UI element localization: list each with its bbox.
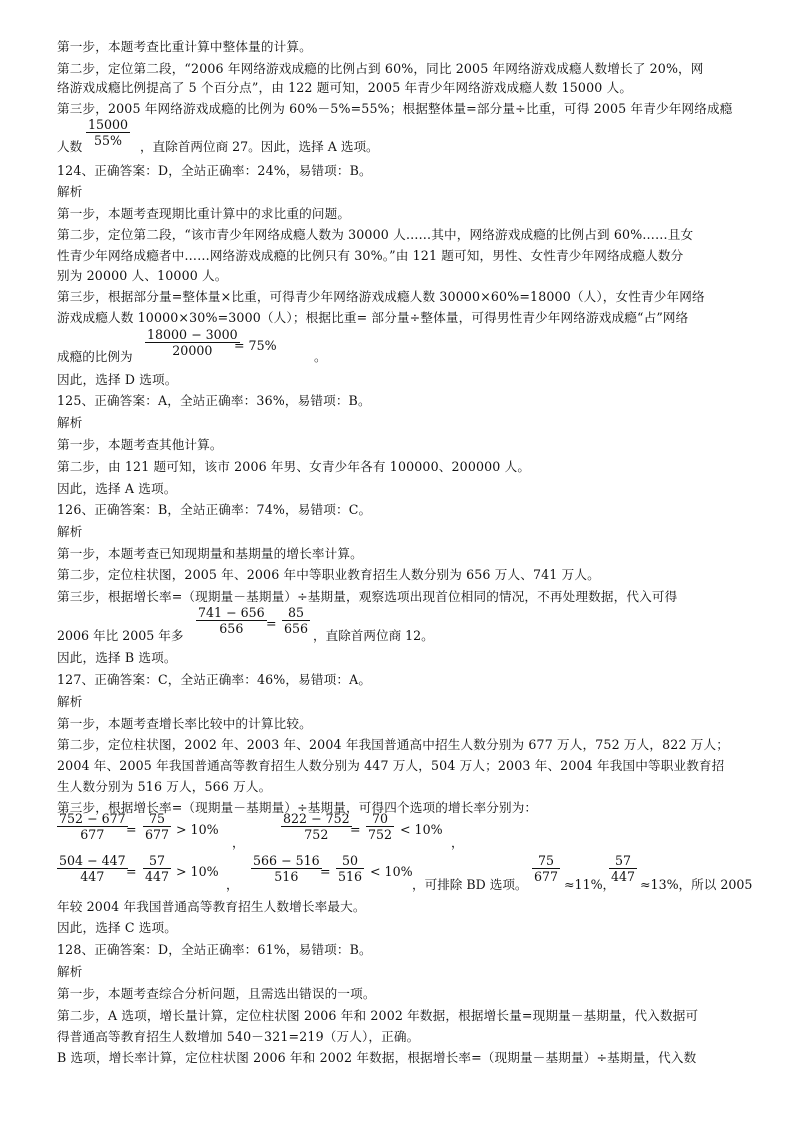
denominator: 447 — [611, 869, 636, 884]
inline-label: 人数 — [57, 139, 83, 154]
text-line: 生人数分别为 516 万人，566 万人。 — [57, 779, 272, 794]
text-line: 解析 — [57, 964, 83, 979]
numerator: 566 − 516 — [253, 853, 320, 868]
inline-text: ， — [232, 835, 245, 850]
inline-text: = 75% — [234, 338, 277, 353]
inline-text: 。 — [314, 349, 327, 364]
denominator: 516 — [274, 869, 299, 884]
text-line: 第一步，本题考查增长率比较中的计算比较。 — [57, 716, 312, 731]
denominator: 447 — [80, 869, 105, 884]
denominator: 677 — [145, 827, 170, 842]
text-line: 解析 — [57, 524, 83, 539]
text-line: 128、正确答案：D，全站正确率：61%，易错项：B。 — [57, 942, 372, 957]
inline-text: ≈11%， — [564, 877, 616, 892]
fraction — [282, 605, 310, 636]
equals-sign: = — [126, 864, 137, 879]
text-line: 第一步，本题考查现期比重计算中的求比重的问题。 — [57, 206, 351, 221]
inline-text: ， — [226, 877, 239, 892]
inequality: < 10% — [370, 864, 413, 879]
fraction — [86, 117, 130, 148]
text-line: 第一步，本题考查比重计算中整体量的计算。 — [57, 39, 312, 54]
text-line: 年较 2004 年我国普通高等教育招生人数增长率最大。 — [57, 899, 366, 914]
text-line: 125、正确答案：A，全站正确率：36%，易错项：B。 — [57, 393, 371, 408]
inline-text: ≈13%，所以 2005 — [640, 877, 753, 892]
denominator: 752 — [304, 827, 329, 842]
inequality: > 10% — [176, 822, 219, 837]
inline-label: 成瘾的比例为 — [57, 349, 133, 364]
text-line: 第一步，本题考查综合分析问题，且需选出错误的一项。 — [57, 986, 376, 1001]
text-line: 解析 — [57, 694, 83, 709]
text-line: 第二步，A 选项，增长量计算，定位柱状图 2006 年和 2002 年数据，根据增长量=现期量－基期量，代入数据可 — [57, 1008, 699, 1023]
denominator: 656 — [219, 621, 244, 636]
text-line: 第三步，2005 年网络游戏成瘾的比例为 60%－5%=55%；根据整体量=部分量÷比重，可得 2005 年青少年网络成瘾 — [57, 101, 733, 116]
denominator: 677 — [80, 827, 105, 842]
numerator: 822 − 752 — [283, 811, 350, 826]
text-line: 络游戏成瘾比例提高了 5 个百分点”，由 122 题可知，2005 年青少年网络游戏成瘾人数 15000 人。 — [57, 80, 633, 95]
inline-label: 2006 年比 2005 年多 — [57, 628, 184, 643]
numerator: 70 — [366, 811, 394, 827]
text-line: 因此，选择 C 选项。 — [57, 920, 178, 935]
denominator: 55% — [94, 133, 123, 148]
fraction — [143, 853, 171, 884]
inline-text: ， — [451, 835, 464, 850]
fraction — [251, 853, 322, 884]
text-line: 126、正确答案：B，全站正确率：74%，易错项：C。 — [57, 502, 372, 517]
numerator: 15000 — [88, 117, 129, 132]
text-line: 第二步，定位第二段，“该市青少年网络成瘾人数为 30000 人……其中，网络游戏成瘾的比例占到 60%……且女 — [57, 227, 694, 242]
denominator: 447 — [145, 869, 170, 884]
fraction — [281, 811, 352, 842]
denominator: 656 — [284, 621, 309, 636]
denominator: 516 — [338, 869, 363, 884]
denominator: 677 — [534, 869, 559, 884]
text-line: 因此，选择 D 选项。 — [57, 372, 178, 387]
inline-text: ，直除首两位商 27。因此，选择 A 选项。 — [140, 139, 379, 154]
numerator: 741 − 656 — [198, 605, 265, 620]
text-line: 第三步，根据部分量=整体量×比重，可得青少年网络游戏成瘾人数 30000×60%=18000（人），女性青少年网络 — [57, 289, 705, 304]
inline-text: ，直除首两位商 12。 — [313, 628, 434, 643]
numerator: 50 — [336, 853, 364, 869]
fraction — [57, 811, 128, 842]
text-line: 124、正确答案：D，全站正确率：24%，易错项：B。 — [57, 163, 372, 178]
numerator: 57 — [609, 853, 637, 869]
text-line: 得普通高等教育招生人数增加 540－321=219（万人），正确。 — [57, 1029, 420, 1044]
fraction — [196, 605, 267, 636]
numerator: 75 — [143, 811, 171, 827]
text-line: B 选项，增长率计算，定位柱状图 2006 年和 2002 年数据，根据增长率=（现期量－基期量）÷基期量，代入数 — [57, 1050, 697, 1065]
numerator: 752 − 677 — [59, 811, 126, 826]
fraction — [609, 853, 637, 884]
fraction — [145, 327, 240, 358]
equals-sign: = — [266, 616, 277, 631]
inequality: < 10% — [400, 822, 443, 837]
text-line: 解析 — [57, 415, 83, 430]
denominator: 752 — [368, 827, 393, 842]
text-line: 游戏成瘾人数 10000×30%=3000（人）；根据比重= 部分量÷整体量，可得男性青少年网络游戏成瘾“占”网络 — [57, 310, 689, 325]
text-line: 第二步，由 121 题可知，该市 2006 年男、女青少年各有 100000、200000 人。 — [57, 459, 531, 474]
text-line: 127、正确答案：C，全站正确率：46%，易错项：A。 — [57, 672, 372, 687]
denominator: 20000 — [172, 343, 213, 358]
text-line: 2004 年、2005 年我国普通高等教育招生人数分别为 447 万人，504 万人；2003 年、2004 年我国中等职业教育招 — [57, 758, 725, 773]
text-line: 第二步，定位柱状图，2002 年、2003 年、2004 年我国普通高中招生人数分别为 677 万人，752 万人，822 万人； — [57, 737, 730, 752]
text-line: 第一步，本题考查已知现期量和基期量的增长率计算。 — [57, 546, 363, 561]
text-line: 别为 20000 人、10000 人。 — [57, 268, 228, 283]
text-line: 因此，选择 B 选项。 — [57, 650, 177, 665]
fraction — [57, 853, 128, 884]
text-line: 性青少年网络成瘾者中……网络游戏成瘾的比例只有 30%。”由 121 题可知，男性、女性青少年网络成瘾人数分 — [57, 248, 684, 263]
fraction — [143, 811, 171, 842]
fraction — [366, 811, 394, 842]
fraction — [336, 853, 364, 884]
text-line: 第一步，本题考查其他计算。 — [57, 437, 223, 452]
text-line: 解析 — [57, 184, 83, 199]
numerator: 85 — [282, 605, 310, 621]
text-line: 第二步，定位柱状图，2005 年、2006 年中等职业教育招生人数分别为 656 万人、741 万人。 — [57, 567, 600, 582]
text-line: 第二步，定位第二段，“2006 年网络游戏成瘾的比例占到 60%，同比 2005 年网络游戏成瘾人数增长了 20%，网 — [57, 61, 704, 76]
numerator: 75 — [532, 853, 560, 869]
equals-sign: = — [126, 822, 137, 837]
text-line: 因此，选择 A 选项。 — [57, 481, 177, 496]
numerator: 504 − 447 — [59, 853, 126, 868]
equals-sign: = — [350, 822, 361, 837]
inequality: > 10% — [176, 864, 219, 879]
inline-text: ，可排除 BD 选项。 — [412, 877, 528, 892]
text-line: 第三步，根据增长率=（现期量－基期量）÷基期量，观察选项出现首位相同的情况，不再处理数据，代入可得 — [57, 589, 678, 604]
text-line: 第三步，根据增长率=（现期量－基期量）÷基期量，可得四个选项的增长率分别为： — [57, 800, 538, 815]
equals-sign: = — [320, 864, 331, 879]
numerator: 18000 − 3000 — [147, 327, 238, 342]
fraction — [532, 853, 560, 884]
numerator: 57 — [143, 853, 171, 869]
